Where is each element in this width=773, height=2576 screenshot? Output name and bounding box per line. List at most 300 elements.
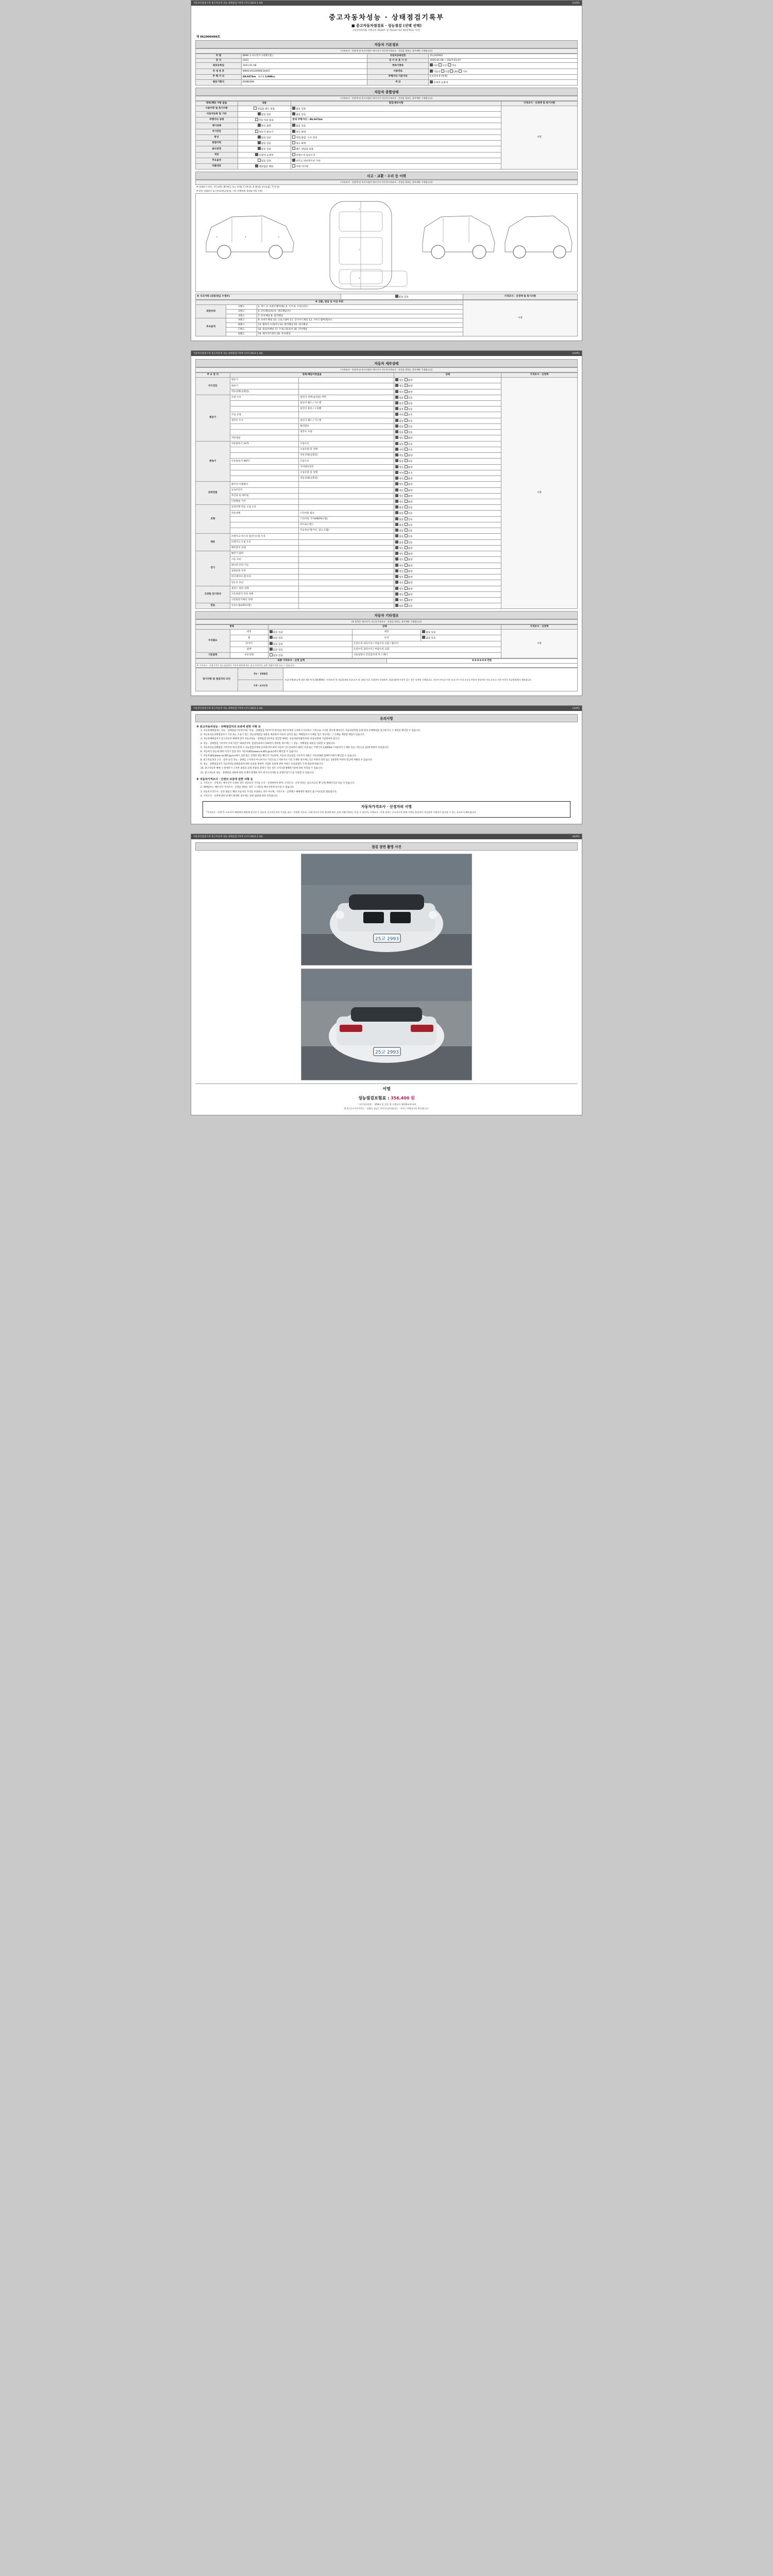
- checkbox-state-0[interactable]: [395, 396, 398, 399]
- checkbox-state-1[interactable]: [405, 453, 408, 456]
- checkbox-state-0[interactable]: [395, 569, 398, 572]
- checkbox-state-0[interactable]: [395, 540, 398, 544]
- detail-item-state[interactable]: 없음 있음: [394, 395, 501, 400]
- svg-text:2: 2: [278, 236, 280, 239]
- checkbox-state-0[interactable]: [395, 378, 398, 381]
- checkbox-tuning-legal[interactable]: [292, 135, 295, 139]
- detail-group-4: 조향: [196, 505, 230, 534]
- detail-item-state[interactable]: 없음 있음: [394, 401, 501, 406]
- text-basic-detail: 사용설명서 안전삼각대 잭 스패너: [352, 653, 501, 658]
- checkbox-state-0[interactable]: [395, 401, 398, 404]
- parts-rank-d: 19. 패키지트레이 20. 루프레일: [257, 332, 463, 336]
- label-special-notes: 특기사항 및 점검자의 조언: [196, 668, 238, 691]
- text-exterior-state: 없음 있음: [273, 631, 283, 634]
- detail-item-state[interactable]: 적정 부족: [394, 470, 501, 476]
- checkbox-state-1[interactable]: [405, 592, 408, 596]
- checkbox-fuel-lpg[interactable]: [450, 70, 453, 73]
- detail-item-state[interactable]: 없음 있음: [394, 418, 501, 423]
- detail-item-state[interactable]: 양호 불량: [394, 551, 501, 557]
- detail-group-8: 연료: [196, 603, 230, 609]
- detail-item-state[interactable]: 양호 불량: [394, 499, 501, 504]
- checkbox-state-1[interactable]: [405, 442, 408, 445]
- detail-item-note: [299, 383, 394, 389]
- detail-item-state[interactable]: 없음 있음: [394, 459, 501, 464]
- checkbox-state-1[interactable]: [405, 540, 408, 544]
- checkbox-state-1[interactable]: [405, 401, 408, 404]
- detail-item-label: [230, 401, 298, 406]
- price-estimate-warning-box: [203, 801, 570, 818]
- checkbox-state-1[interactable]: [405, 413, 408, 416]
- text-special-options: 없음 있음: [261, 142, 271, 145]
- detail-group-1: 원동기: [196, 395, 230, 441]
- checkbox-state-0[interactable]: [395, 523, 398, 526]
- text-polish-state: 없음 있음: [273, 649, 283, 652]
- detail-item-label: 추진축 및 베어링: [230, 493, 298, 499]
- checkbox-tuning-none[interactable]: [258, 135, 261, 139]
- checkbox-state-1[interactable]: [405, 430, 408, 433]
- label-vin: 차 대 번 호: [196, 69, 242, 74]
- label-tire: 타이어: [230, 641, 268, 647]
- checkbox-state-0[interactable]: [395, 465, 398, 468]
- detail-item-label: 등속조인트: [230, 487, 298, 493]
- label-possession: 보유상태: [230, 653, 268, 658]
- checkbox-state-0[interactable]: [395, 482, 398, 485]
- detail-item-note: [299, 412, 394, 418]
- topbar-page4: [191, 834, 582, 839]
- detail-group-6: 전기: [196, 551, 230, 586]
- detail-item-label: 발전기 출력: [230, 551, 298, 557]
- checkbox-options-none[interactable]: [258, 159, 261, 162]
- detail-item-note: 작동상태(공회전): [299, 453, 394, 459]
- label-accident-price: 가격조사 · 산정액 및 특기사항: [463, 294, 577, 300]
- detail-item-label: [230, 470, 298, 476]
- checkbox-state-0[interactable]: [395, 407, 398, 410]
- checkbox-selfdiag-engine[interactable]: [255, 130, 258, 133]
- th-overall-price: 가격조사 · 산정액 및 특기사항: [501, 101, 577, 106]
- checkbox-state-0[interactable]: [395, 477, 398, 480]
- detail-item-state[interactable]: 적정 부족: [394, 412, 501, 418]
- checkbox-state-1[interactable]: [405, 396, 408, 399]
- detail-item-state[interactable]: 없음 있음: [394, 522, 501, 528]
- other-signature-cell: 서명: [501, 630, 577, 658]
- parts-rank-2: 5. (우)패널(좌) 6. 쿼터패널(우): [257, 309, 463, 314]
- checkbox-state-1[interactable]: [405, 500, 408, 503]
- label-first-reg: 최초등록일: [196, 63, 242, 69]
- detail-item-label: [230, 430, 298, 435]
- checkbox-state-0[interactable]: [395, 453, 398, 456]
- checkbox-state-0[interactable]: [395, 511, 398, 514]
- detail-item-state[interactable]: 양호 불량: [394, 464, 501, 470]
- row-label-registration: 자동차등록 및 기타: [196, 111, 238, 117]
- detail-item-state[interactable]: 없음 있음: [394, 511, 501, 516]
- checkbox-colorstate-full[interactable]: [292, 153, 295, 156]
- checkbox-state-0[interactable]: [395, 581, 398, 584]
- text-tuning-chk: 적법 불법: [296, 137, 306, 140]
- label-glass: 유리: [352, 635, 421, 641]
- checkbox-state-1[interactable]: [405, 477, 408, 480]
- label-transmission: 변속기종류: [367, 63, 429, 69]
- text-tire-state: 없음 있음: [273, 643, 283, 646]
- svg-text:3: 3: [245, 236, 246, 239]
- checkbox-state-1[interactable]: [405, 546, 408, 549]
- detail-item-note: [299, 580, 394, 586]
- checkbox-state-0[interactable]: [395, 546, 398, 549]
- th-overall-item: 항목/해당 사항 없음: [196, 101, 238, 106]
- text-gauge-options: 양호 불량: [261, 125, 271, 128]
- checkbox-state-0[interactable]: [395, 448, 398, 451]
- checkbox-change-none[interactable]: [258, 147, 261, 150]
- detail-item-label: 윈도우 모터: [230, 580, 298, 586]
- detail-item-state[interactable]: 없음 있음: [394, 534, 501, 539]
- checkbox-state-0[interactable]: [395, 436, 398, 439]
- checkbox-state-0[interactable]: [395, 419, 398, 422]
- checkbox-transmission-manual[interactable]: [439, 63, 442, 66]
- checkbox-state-1[interactable]: [405, 569, 408, 572]
- checkbox-state-0[interactable]: [395, 598, 398, 601]
- detail-item-state[interactable]: 없음 있음: [394, 528, 501, 534]
- value-displacement: 2,998cc: [264, 75, 275, 78]
- detail-item-note: 스티어링 펌프: [299, 511, 394, 516]
- checkbox-colorstate-achromatic[interactable]: [255, 153, 258, 156]
- car-diagram-svg: [196, 194, 577, 292]
- detail-item-label: 커먼레일: [230, 435, 298, 441]
- checkbox-state-1[interactable]: [405, 482, 408, 485]
- insurance-fee-row: [195, 1094, 578, 1103]
- detail-item-label: 고전원전기배선 상태: [230, 597, 298, 603]
- detail-item-note: [299, 603, 394, 609]
- label-car-name: 차 명: [196, 54, 242, 59]
- checkbox-gauge-good[interactable]: [258, 124, 261, 127]
- label-displacement: 배기량: [258, 75, 264, 78]
- detail-item-state[interactable]: 없음 있음: [394, 406, 501, 412]
- text-gauge-chk: 없음 있음: [296, 125, 306, 128]
- checkbox-state-1[interactable]: [405, 384, 408, 387]
- detail-item-state[interactable]: 양호 불량: [394, 545, 501, 551]
- section-accident-note: (가격조사 · 산정액 및 특기사항은 매수인이 자동차가격조사 · 산정을 원하는 경우에만 기재합니다): [195, 180, 578, 185]
- detail-item-state[interactable]: 양호 불량: [394, 383, 501, 389]
- section-other-title: 자동차 기타정보: [195, 611, 578, 619]
- detail-item-state[interactable]: 없음 있음: [394, 423, 501, 429]
- checkbox-mileage-low[interactable]: [255, 118, 258, 121]
- text-color-options: 무채색 유채색: [433, 81, 448, 84]
- checkbox-accident-none[interactable]: [395, 295, 398, 298]
- notice-item: 2. 매매업자는 매수인이 가격조사 · 산정을 원하는 경우 그 비용을 매수인에게 청구할 수 있습니다.: [200, 786, 295, 789]
- detail-item-label: [230, 528, 298, 534]
- photo-front-svg: [301, 854, 472, 965]
- svg-text:1: 1: [359, 208, 360, 211]
- detail-item-state[interactable]: 양호 불량: [394, 586, 501, 591]
- checkbox-state-1[interactable]: [405, 505, 408, 509]
- text-wheel-state: 없음 있음: [273, 637, 283, 640]
- text-options-options: 없음 있음: [261, 160, 271, 163]
- value-transmission: 자동 수동 기타: [428, 63, 577, 69]
- checkbox-basic-none[interactable]: [270, 653, 273, 656]
- detail-item-state[interactable]: 양호 불량: [394, 453, 501, 459]
- section-detail-note: (가격조사 · 산정액 및 특기사항은 매수인이 자동차가격조사 · 산정을 원하는 경우에만 기재합니다): [195, 367, 578, 372]
- detail-item-note: [299, 545, 394, 551]
- detail-item-state[interactable]: 양호 불량: [394, 389, 501, 395]
- detail-item-state[interactable]: 양호 불량: [394, 580, 501, 586]
- svg-text:4: 4: [216, 236, 218, 239]
- checkbox-reg-none[interactable]: [258, 112, 261, 115]
- car-damage-diagram[interactable]: [195, 193, 578, 292]
- detail-item-note: 실린더 블록 / 오일팬: [299, 406, 394, 412]
- notice-item: 3. 자동차가격조사 · 산정 내용은 해당 자동차의 가격을 보증하는 것이 아니며, 가격조사 · 산정액은 매매계약 체결의 참고자료로만 활용됩니다.: [200, 790, 338, 793]
- checkbox-state-0[interactable]: [395, 425, 398, 428]
- checkbox-state-0[interactable]: [395, 430, 398, 433]
- label-plate-no: 자동차등록번호: [367, 54, 429, 59]
- checkbox-state-0[interactable]: [395, 557, 398, 561]
- label-polish: 광택: [230, 647, 268, 652]
- checkbox-state-0[interactable]: [395, 459, 398, 462]
- accident-legend-2: ※ 하단 상태표시 표시부호(판금/용접, 기타 차체차량 상태표시에 기재): [196, 190, 263, 193]
- detail-item-state[interactable]: 양호 불량: [394, 493, 501, 499]
- checkbox-wheel-none[interactable]: [270, 636, 273, 639]
- checkbox-reg-chk-none[interactable]: [292, 112, 295, 115]
- detail-item-state[interactable]: 없음 있음: [394, 441, 501, 447]
- detail-item-note: 타이로드엔드: [299, 522, 394, 528]
- checkbox-state-0[interactable]: [395, 552, 398, 555]
- label-engine-type: 원동기형식: [196, 79, 242, 85]
- checkbox-state-1[interactable]: [405, 436, 408, 439]
- detail-item-label: 작동상태(공회전): [230, 389, 298, 395]
- text-tire-detail: 온전수리 과다수리 / 부품수리 교환 / 휠수리: [352, 641, 501, 647]
- checkbox-state-0[interactable]: [395, 505, 398, 509]
- notice-head-1: ※ 중고자동차성능 · 상태점검자의 보증에 관한 사항 등: [196, 725, 261, 729]
- detail-item-note: 워터펌프: [299, 423, 394, 429]
- detail-item-note: 실린더 헤드 / 가스켓: [299, 418, 394, 423]
- detail-item-state[interactable]: 없음 있음: [394, 516, 501, 522]
- detail-item-state[interactable]: 양호 불량: [394, 378, 501, 383]
- checkbox-state-1[interactable]: [405, 425, 408, 428]
- accident-signature-cell: 서명: [463, 300, 577, 336]
- detail-item-note: [299, 505, 394, 511]
- notice-item: 5. 자동차성능상태점검 기록부의 하자 발생 시 성능점검자에게 통보하여야 하며 자동차 인도일로부터 30일 이내 또는 주행거리 2,000km 이내(먼저 도래한 것을 기준으로 함)에 한하여 보증합니다.: [200, 746, 390, 749]
- notice-item: 3. 자동차매매업자가 중고자동차 매매에 있어 자동차성능 · 상태점검기록부를 발급할 때에는 자동차관리법에 따라 보증보험에 가입하여야 합니다.: [200, 738, 340, 741]
- checkbox-fuel-etc[interactable]: [459, 70, 462, 73]
- detail-item-note: [299, 389, 394, 395]
- checkbox-state-1[interactable]: [405, 488, 408, 492]
- detail-item-label: [230, 447, 298, 452]
- checkbox-state-1[interactable]: [405, 564, 408, 567]
- section-basic-info-note: (가격조사 · 산정액 및 특기사항은 매수인이 자동차가격조사 · 산정을 원하는 경우에만 기재합니다): [195, 48, 578, 54]
- label-interior: 내장: [352, 630, 421, 635]
- detail-item-label: 변속기: [230, 383, 298, 389]
- checkbox-state-1[interactable]: [405, 378, 408, 381]
- checkbox-state-1[interactable]: [405, 587, 408, 590]
- detail-item-note: 주요부(조향기어, 링크 포함): [299, 528, 394, 534]
- detail-group-2: 변속기: [196, 441, 230, 482]
- checkbox-state-1[interactable]: [405, 517, 408, 520]
- checkbox-state-1[interactable]: [405, 598, 408, 601]
- text-tuning-options: 없음 있음: [261, 137, 271, 140]
- topbar-left-text-2: 자동차인증중고차 중고자동차 성능·상태점검기록부 (서식 2021-1-16): [193, 352, 263, 355]
- checkbox-special-flood[interactable]: [292, 141, 295, 144]
- section-notice-title: 유의사항: [195, 714, 578, 722]
- topbar-right-text: (1/4쪽): [572, 2, 580, 5]
- notice-head-2: ※ 자동차가격조사 · 산정의 보증에 관한 사항 등: [196, 778, 253, 782]
- row-label-options: 주요옵션: [196, 158, 238, 163]
- text-mileage-options: 적음 보통 많음: [258, 119, 274, 122]
- checkbox-recall-na[interactable]: [255, 164, 258, 167]
- checkbox-state-1[interactable]: [405, 494, 408, 497]
- checkbox-state-0[interactable]: [395, 488, 398, 492]
- detail-item-state[interactable]: 없음 있음: [394, 505, 501, 511]
- label-special-perf: 성능 · 상태점검: [238, 668, 283, 680]
- overall-state-table: [195, 101, 578, 170]
- checkbox-state-0[interactable]: [395, 575, 398, 578]
- checkbox-state-0[interactable]: [395, 517, 398, 520]
- detail-item-label: 연료누출(LPG포함): [230, 603, 298, 609]
- detail-item-label: [230, 406, 298, 412]
- checkbox-state-1[interactable]: [405, 575, 408, 578]
- detail-item-note: 냉각수 수량: [299, 430, 394, 435]
- label-special-price: 가격 · 조사산정: [238, 680, 283, 691]
- checkbox-state-0[interactable]: [395, 500, 398, 503]
- detail-item-state[interactable]: 없음 있음: [394, 430, 501, 435]
- parts-rank-1: 1. 후드 2. 프론트휀더(좌) 3. 도어 4. 트렁크리드: [257, 305, 463, 310]
- page-law-note: [자동차관리법 시행규칙 제120조 및 제134조의2 제1항제1호 서식]: [352, 29, 421, 32]
- checkbox-state-0[interactable]: [395, 564, 398, 567]
- label-exterior: 외장: [230, 630, 268, 635]
- checkbox-state-0[interactable]: [395, 529, 398, 532]
- checkbox-state-1[interactable]: [405, 523, 408, 526]
- checkbox-state-0[interactable]: [395, 471, 398, 474]
- value-mileage-digits: 0 0 0 0 0 (현재): [428, 74, 577, 79]
- checkbox-state-0[interactable]: [395, 604, 398, 607]
- detail-item-state[interactable]: 양호 불량: [394, 563, 501, 568]
- label-inspection-period: 검 사 유 효 기 간: [367, 58, 429, 63]
- value-mileage: 49,667km: [242, 75, 256, 78]
- checkbox-state-1[interactable]: [405, 511, 408, 514]
- detail-item-label: [230, 522, 298, 528]
- detail-item-note: 작동상태(공회전): [299, 476, 394, 482]
- label-mileage-standard: 주행거리 기준거리: [367, 74, 429, 79]
- checkbox-options-sunroof[interactable]: [292, 159, 295, 162]
- detail-item-note: 실린더 헤드 / 가스켓: [299, 401, 394, 406]
- detail-item-state[interactable]: 양호 불량: [394, 557, 501, 563]
- checkbox-transmission-auto[interactable]: [430, 63, 433, 66]
- checkbox-state-0[interactable]: [395, 494, 398, 497]
- detail-item-label: [230, 516, 298, 522]
- detail-item-note: [299, 551, 394, 557]
- checkbox-state-0[interactable]: [395, 384, 398, 387]
- checkbox-usage-business[interactable]: [254, 107, 257, 110]
- checkbox-state-1[interactable]: [405, 552, 408, 555]
- checkbox-state-1[interactable]: [405, 581, 408, 584]
- record-id: 제 962000499호: [196, 36, 221, 39]
- checkbox-state-1[interactable]: [405, 407, 408, 410]
- detail-item-label: 라디에이터 팬 모터: [230, 574, 298, 580]
- topbar-page3: [191, 706, 582, 711]
- checkbox-change-rent[interactable]: [292, 147, 295, 150]
- detail-item-state[interactable]: 양호 불량: [394, 574, 501, 580]
- topbar-left-text-4: 자동차인증중고차 중고자동차 성능·상태점검기록부 (서식 2021-1-16): [193, 836, 263, 839]
- detail-item-state[interactable]: 양호 불량: [394, 597, 501, 603]
- checkbox-tire-none[interactable]: [270, 642, 273, 645]
- detail-item-state[interactable]: 양호 불량: [394, 476, 501, 482]
- checkbox-interior-none[interactable]: [422, 630, 425, 633]
- accident-history-table: [195, 294, 578, 300]
- detail-item-state[interactable]: 양호 불량: [394, 487, 501, 493]
- checkbox-transmission-etc[interactable]: [448, 63, 451, 66]
- checkbox-state-1[interactable]: [405, 534, 408, 537]
- checkbox-state-1[interactable]: [405, 390, 408, 393]
- checkbox-recall-done[interactable]: [292, 164, 295, 167]
- checkbox-fuel-gasoline[interactable]: [430, 70, 433, 73]
- front-plate-text: 25교 2993: [375, 937, 399, 942]
- detail-item-state[interactable]: 적정 부족: [394, 447, 501, 452]
- checkbox-exterior-none[interactable]: [270, 630, 273, 633]
- value-engine-type: B58B30M: [241, 79, 367, 85]
- checkbox-color-achromatic[interactable]: [430, 80, 433, 83]
- checkbox-fuel-diesel[interactable]: [441, 70, 444, 73]
- text-recall-chk: 이행 미이행: [296, 165, 308, 168]
- value-vin: WBACV610XM6E34407: [241, 69, 367, 74]
- detail-item-note: [299, 499, 394, 504]
- checkbox-selfdiag-good[interactable]: [292, 130, 295, 133]
- detail-item-state[interactable]: 없음 있음: [394, 603, 501, 609]
- detail-item-state[interactable]: 양호 불량: [394, 568, 501, 574]
- checkbox-state-1[interactable]: [405, 557, 408, 561]
- checkbox-glass-none[interactable]: [422, 636, 425, 639]
- row-label-mileage-state: 주행거리 상태: [196, 117, 238, 123]
- detail-item-state[interactable]: 양호 불량: [394, 435, 501, 441]
- checkbox-usage-none[interactable]: [292, 107, 295, 110]
- checkbox-state-1[interactable]: [405, 604, 408, 607]
- detail-item-label: 원동기: [230, 378, 298, 383]
- checkbox-state-0[interactable]: [395, 442, 398, 445]
- rank-c: C랭크: [226, 327, 257, 332]
- detail-item-label: [230, 464, 298, 470]
- detail-item-note: [299, 482, 394, 487]
- checkbox-special-none[interactable]: [258, 141, 261, 144]
- checkbox-state-1[interactable]: [405, 459, 408, 462]
- checkbox-state-1[interactable]: [405, 529, 408, 532]
- detail-item-state[interactable]: 양호 불량: [394, 591, 501, 597]
- detail-item-label: 작동상태: [230, 511, 298, 516]
- checkbox-state-0[interactable]: [395, 592, 398, 596]
- checkbox-gauge-chk[interactable]: [292, 124, 295, 127]
- topbar-right-text-4: (4/4쪽): [572, 836, 580, 839]
- detail-item-state[interactable]: 양호 불량: [394, 482, 501, 487]
- text-change-options: 없음 있음: [261, 148, 271, 151]
- table-row: [196, 378, 578, 383]
- checkbox-state-0[interactable]: [395, 390, 398, 393]
- topbar-right-text-2: (2/4쪽): [572, 352, 580, 355]
- detail-item-label: 실내송풍 모터: [230, 568, 298, 574]
- checkbox-state-0[interactable]: [395, 587, 398, 590]
- checkbox-state-1[interactable]: [405, 419, 408, 422]
- checkbox-state-1[interactable]: [405, 465, 408, 468]
- th-other-price: 가격조사 · 산정액: [501, 625, 577, 630]
- value-fuel: 가솔린 디젤 LPG 기타: [428, 69, 577, 74]
- checkbox-state-1[interactable]: [405, 448, 408, 451]
- checkbox-state-0[interactable]: [395, 534, 398, 537]
- checkbox-state-0[interactable]: [395, 413, 398, 416]
- detail-item-label: [230, 453, 298, 459]
- value-plate-no: 25교02993: [428, 54, 577, 59]
- checkbox-polish-none[interactable]: [270, 648, 273, 651]
- detail-item-state[interactable]: 없음 있음: [394, 539, 501, 545]
- th-detail-state: 상태: [394, 373, 501, 378]
- inspection-photo-rear[interactable]: [301, 969, 472, 1080]
- checkbox-state-1[interactable]: [405, 471, 408, 474]
- detail-item-note: [299, 557, 394, 563]
- detail-item-note: 실린더 커버(로커암) 커버: [299, 395, 394, 400]
- inspection-photo-front[interactable]: [301, 854, 472, 965]
- label-fuel: 사용연료: [367, 69, 429, 74]
